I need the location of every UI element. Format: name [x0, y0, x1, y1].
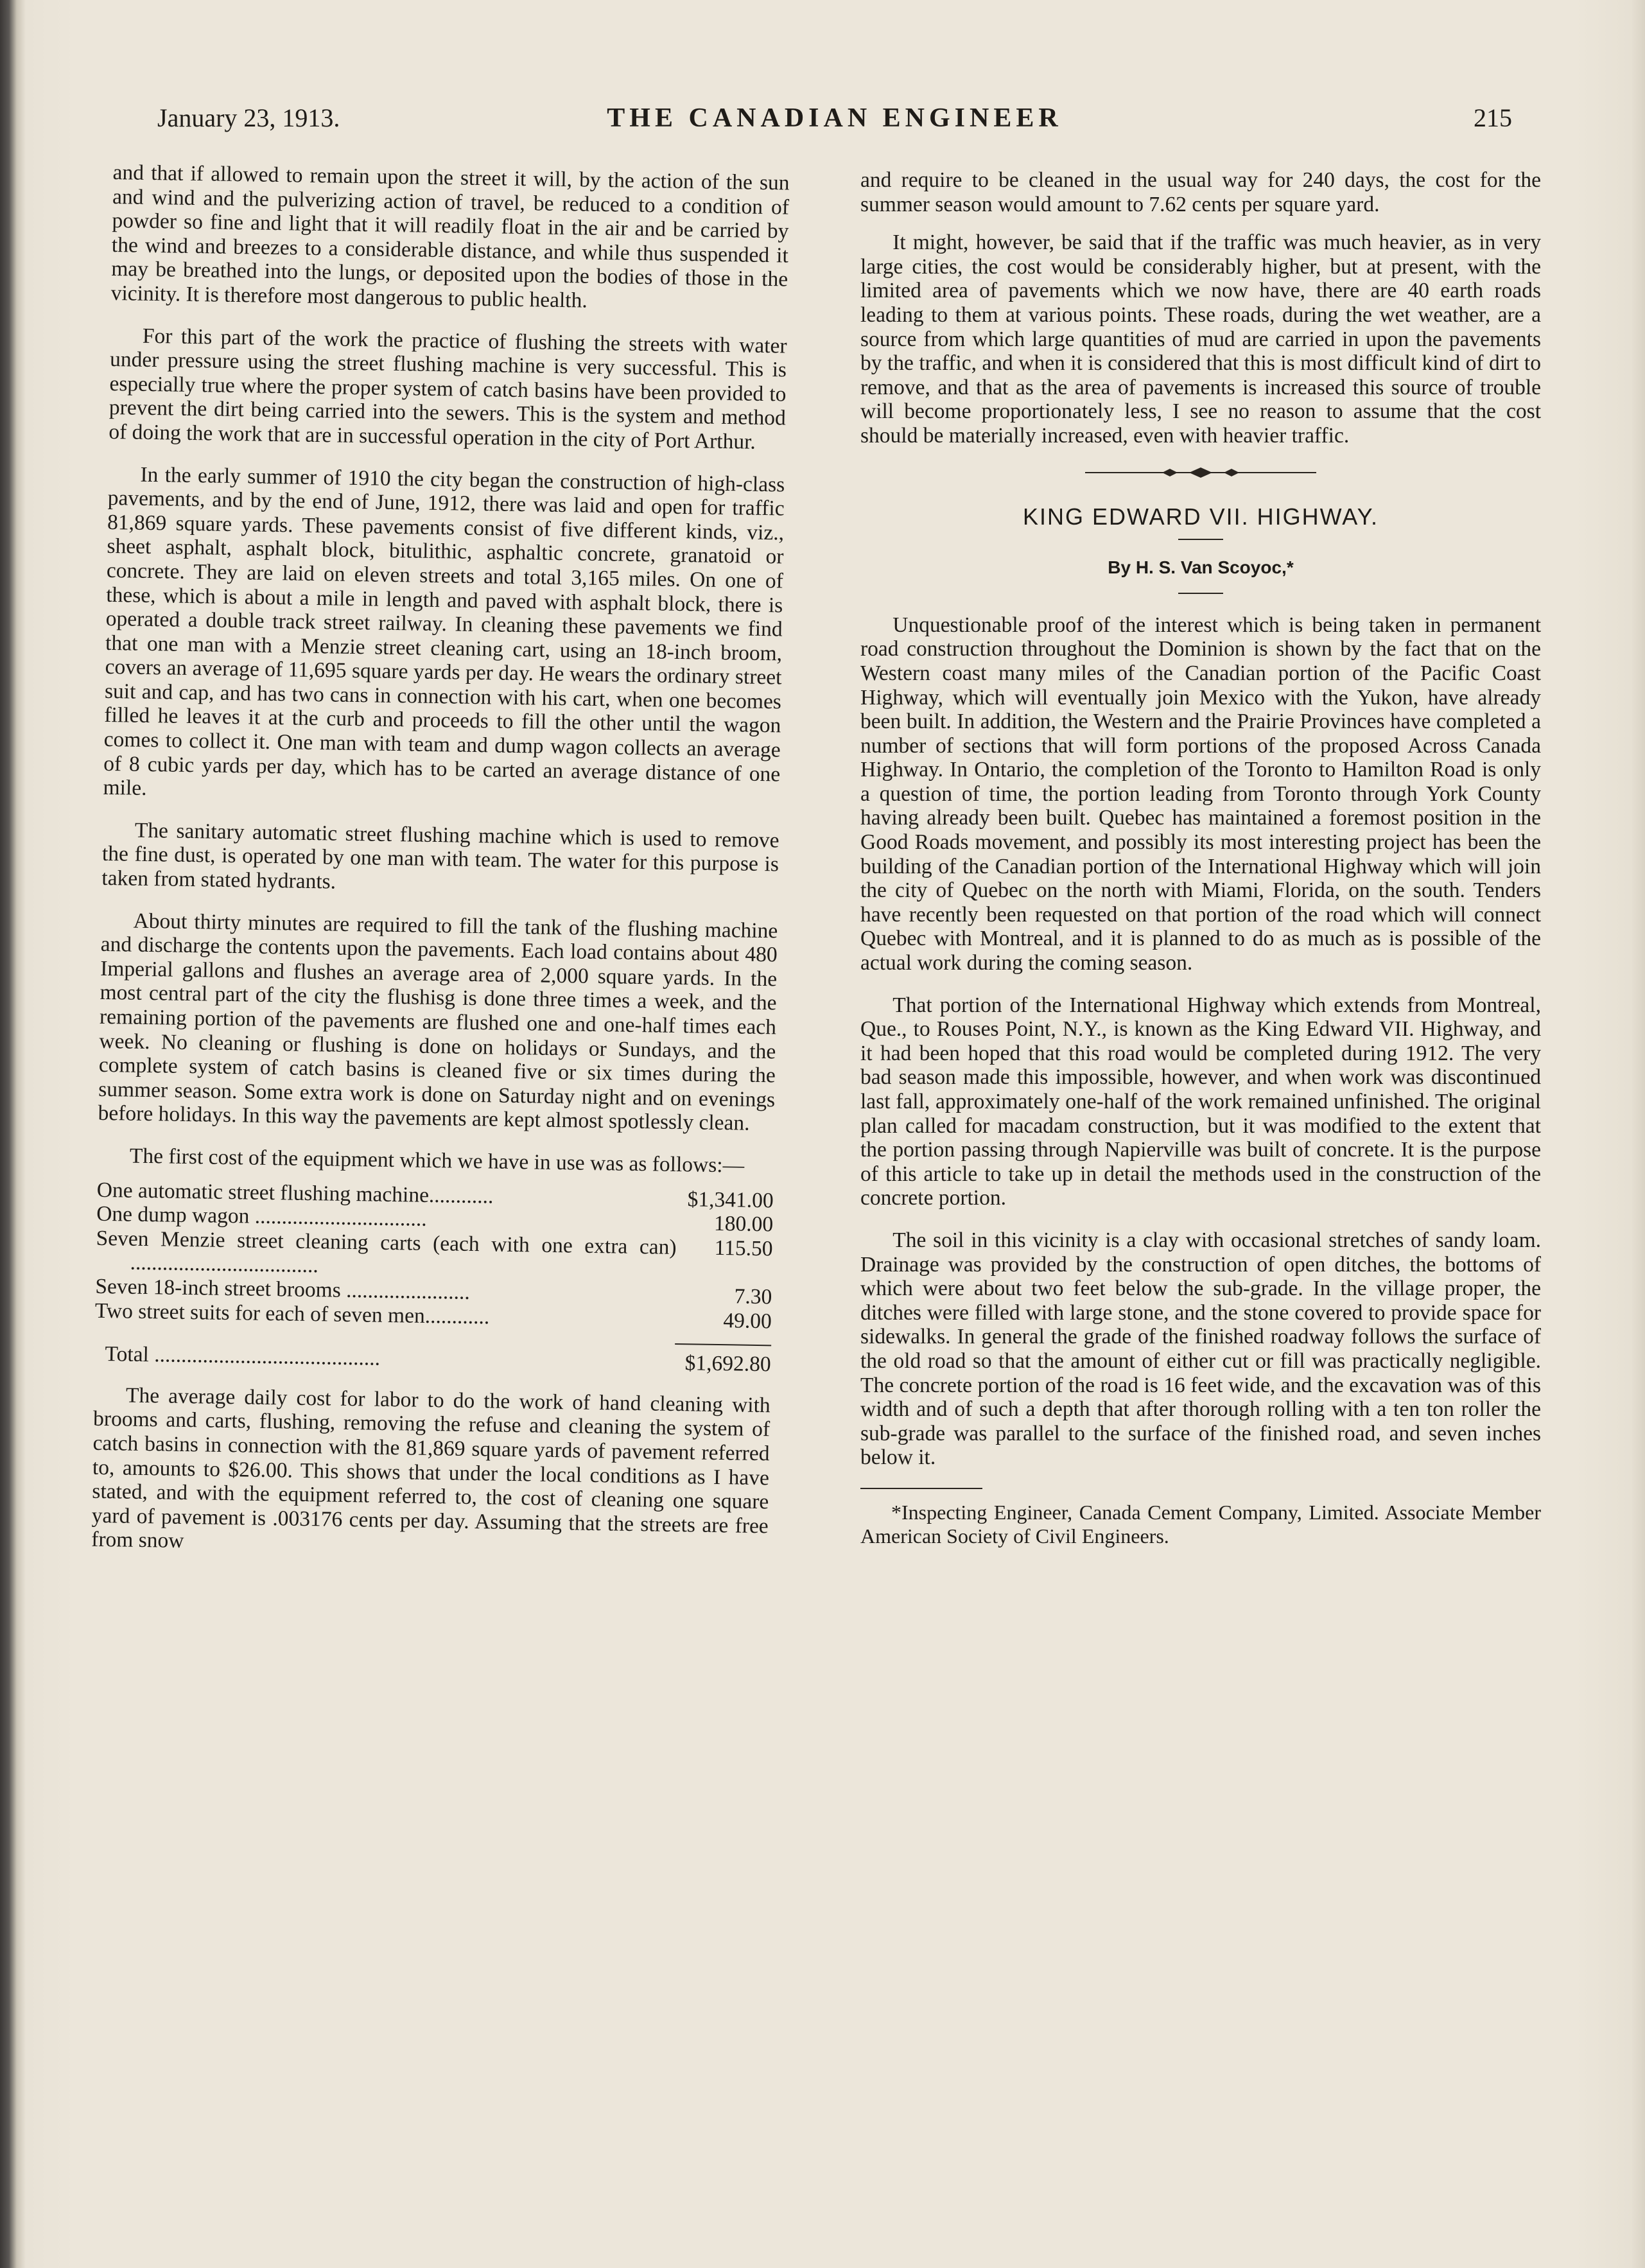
paragraph: The first cost of the equipment which we have in use was as follows:— [129, 1144, 745, 1178]
equipment-amount: $1,341.00 [687, 1187, 774, 1212]
paragraph: and that if allowed to remain upon the street it will, by the action of the sun and wind and the pulverizing action of travel, be reduced to a condition of powder so fine and light that it will readily float in the air and be carried by the wind and breezes to a considerable distance, and while thus suspended it may be breathed into the lungs, or deposited upon the bodies of those in the vicinity. It is therefore most dangerous to public health. [110, 161, 790, 313]
paragraph: That portion of the International Highway which extends from Montreal, Que., to Rouses Point, N.Y., is known as the King Edward VII. Highway, and it had been hoped that this road would be completed during 1912. The very bad season made this impossible, however, and when work was discontinued last fall, approximately one-half of the work remained unfinished. The original plan called for macadam construction, but it was modified to the extent that the portion passing through Napierville was built of concrete. It is the purpose of this article to take up in detail the methods used in the construction of the concrete portion. [860, 993, 1541, 1210]
title-rule [1178, 539, 1223, 540]
total-amount: $1,692.80 [684, 1351, 771, 1377]
paragraph: About thirty minutes are required to fill the tank of the flushing machine and discharge the contents upon the pavements. Each load contains about 480 Imperial gallons and flushes an average area of 2,000 square yards. In the most central part of the city the flushisg is done three times a week, and the remaining portion of the pavements are flushed one and one-half times each week. No cleaning or flushing is done on holidays or Sundays, and the complete system of catch basins is cleaned five or six times during the summer season. Some extra work is done on Saturday night and on evenings before holidays. In this way the pavements are kept almost spotlessly clean. [98, 909, 778, 1136]
total-rule [675, 1343, 771, 1346]
issue-date: January 23, 1913. [157, 103, 340, 132]
equipment-item: One automatic street flushing machine............ [96, 1178, 494, 1208]
paragraph: The average daily cost for labor to do the work of hand cleaning with brooms and carts, flushing, removing the refuse and cleaning the system of catch basins in connection with the 81,869 square yards of pavement referred to, amounts to $26.00. This shows that under the local conditions as I have stated, and with the equipment referred to, the cost of cleaning one square yard of pavement is .003176 cents per day. Assuming that the streets are free from snow [91, 1383, 770, 1553]
footnote: *Inspecting Engineer, Canada Cement Company, Limited. Associate Member American Society of Civil Engineers. [860, 1500, 1541, 1548]
equipment-item: Seven 18-inch street brooms ....................... [95, 1274, 471, 1304]
equipment-item: Seven Menzie street cleaning carts (each with one extra can) ................................... [96, 1226, 677, 1278]
equipment-amount: 180.00 [713, 1212, 774, 1237]
paragraph: The sanitary automatic street flushing machine which is used to remove the fine dust, is operated by one man with team. The water for this purpose is taken from stated hydrants. [101, 818, 779, 894]
paragraph: For this part of the work the practice of flushing the streets with water under pressure using the street flushing machine is very successful. This is especially true where the proper system of catch basins have been provided to prevent the dirt being carried into the sewers. This is the system and method of doing the work that are in successful operation in the city of Port Arthur. [109, 324, 787, 454]
equipment-amount: 7.30 [734, 1284, 772, 1309]
paragraph: In the early summer of 1910 the city began the construction of high-class pavements, and by the end of June, 1912, there was laid and open for traffic 81,869 square yards. These pavements consist of five different kinds, viz., sheet asphalt, asphalt block, bitulithic, asphaltic concrete, granatoid or concrete. They are laid on eleven streets and total 3,165 miles. On one of these, which is about a mile in length and paved with asphalt block, there is operated a double track street railway. In cleaning these pavements we find that one man with a Menzie street cleaning cart, using an 18-inch broom, covers an average of 11,695 square yards per day. He wears the ordinary street suit and cap, and has two cans in connection with his cart, when one becomes filled he leaves it at the curb and proceeds to fill the other until the wagon comes to collect it. One man with team and dump wagon collects an average of 8 cubic yards per day, which has to be carted an average distance of one mile. [103, 462, 785, 801]
ornamental-divider [860, 466, 1541, 479]
equipment-item: One dump wagon ................................ [96, 1201, 428, 1232]
ornament-rule-icon [1085, 466, 1316, 479]
equipment-item: Two street suits for each of seven men............ [94, 1298, 490, 1329]
journal-title: THE CANADIAN ENGINEER [607, 103, 1063, 133]
paragraph: The soil in this vicinity is a clay with occasional stretches of sandy loam. Drainage was provided by the construction of open ditches, the bottoms of which were about two feet below the sub-grade. In the village proper, the ditches were filled with large stone, and the stone covered to provide space for sidewalks. In general the grade of the finished roadway follows the surface of the old road so that the amount of either cut or fill was practically negligible. The concrete portion of the road is 16 feet wide, and the excavation was of this width and of such a depth that after thorough rolling with a ten ton roller the sub-grade was parallel to the surface of the finished road, and seven inches below it. [860, 1228, 1541, 1470]
paragraph: Unquestionable proof of the interest which is being taken in permanent road construction throughout the Dominion is shown by the fact that on the Western coast many miles of the Canadian portion of the Pacific Coast Highway, which will eventually join Mexico with the Yukon, have already been built. In addition, the Western and the Prairie Provinces have completed a number of sections that will form portions of the proposed Across Canada Highway. In Ontario, the completion of the Toronto to Hamilton Road is only a question of time, the portion leading from Toronto through York County having already been built. Quebec has maintained a foremost position in the Good Roads movement, and possibly its most interesting project has been the building of the Canadian portion of the International Highway which will join the city of Quebec on the north with Miami, Florida, on the south. Tenders have recently been requested on that portion of the road which will connect Quebec with Montreal, and it is planned to do as much as is possible of the actual work during the coming season. [860, 613, 1541, 975]
running-head [157, 103, 1512, 141]
right-column [860, 168, 1541, 1566]
equipment-cost-table [94, 1178, 774, 1377]
article-byline: By H. S. Van Scoyoc,* [1108, 557, 1294, 578]
article-title: KING EDWARD VII. HIGHWAY. [1022, 503, 1379, 530]
page-number: 215 [1474, 103, 1512, 132]
paragraph: It might, however, be said that if the traffic was much heavier, as in very large cities, the cost would be considerably higher, but at present, with the limited area of pavements which we now have, there are 40 earth roads leading to them at various points. These roads, during the wet weather, are a source from which large quantities of mud are carried in upon the pavements by the traffic, and when it is considered that this is most difficult kind of dirt to remove, and that as the area of pavements is increased this source of trouble will become proportionately less, I see no reason to assume that the cost should be materially increased, even with heavier traffic. [860, 231, 1541, 448]
equipment-amount: 49.00 [723, 1308, 772, 1333]
equipment-total-row [94, 1342, 771, 1377]
footnote-rule [860, 1488, 982, 1489]
equipment-amount: 115.50 [714, 1235, 773, 1261]
total-label: Total .......................................... [105, 1342, 381, 1370]
paragraph: and require to be cleaned in the usual way for 240 days, the cost for the summer season would amount to 7.62 cents per square yard. [860, 168, 1541, 216]
left-column [91, 161, 790, 1580]
byline-rule [1178, 593, 1223, 594]
